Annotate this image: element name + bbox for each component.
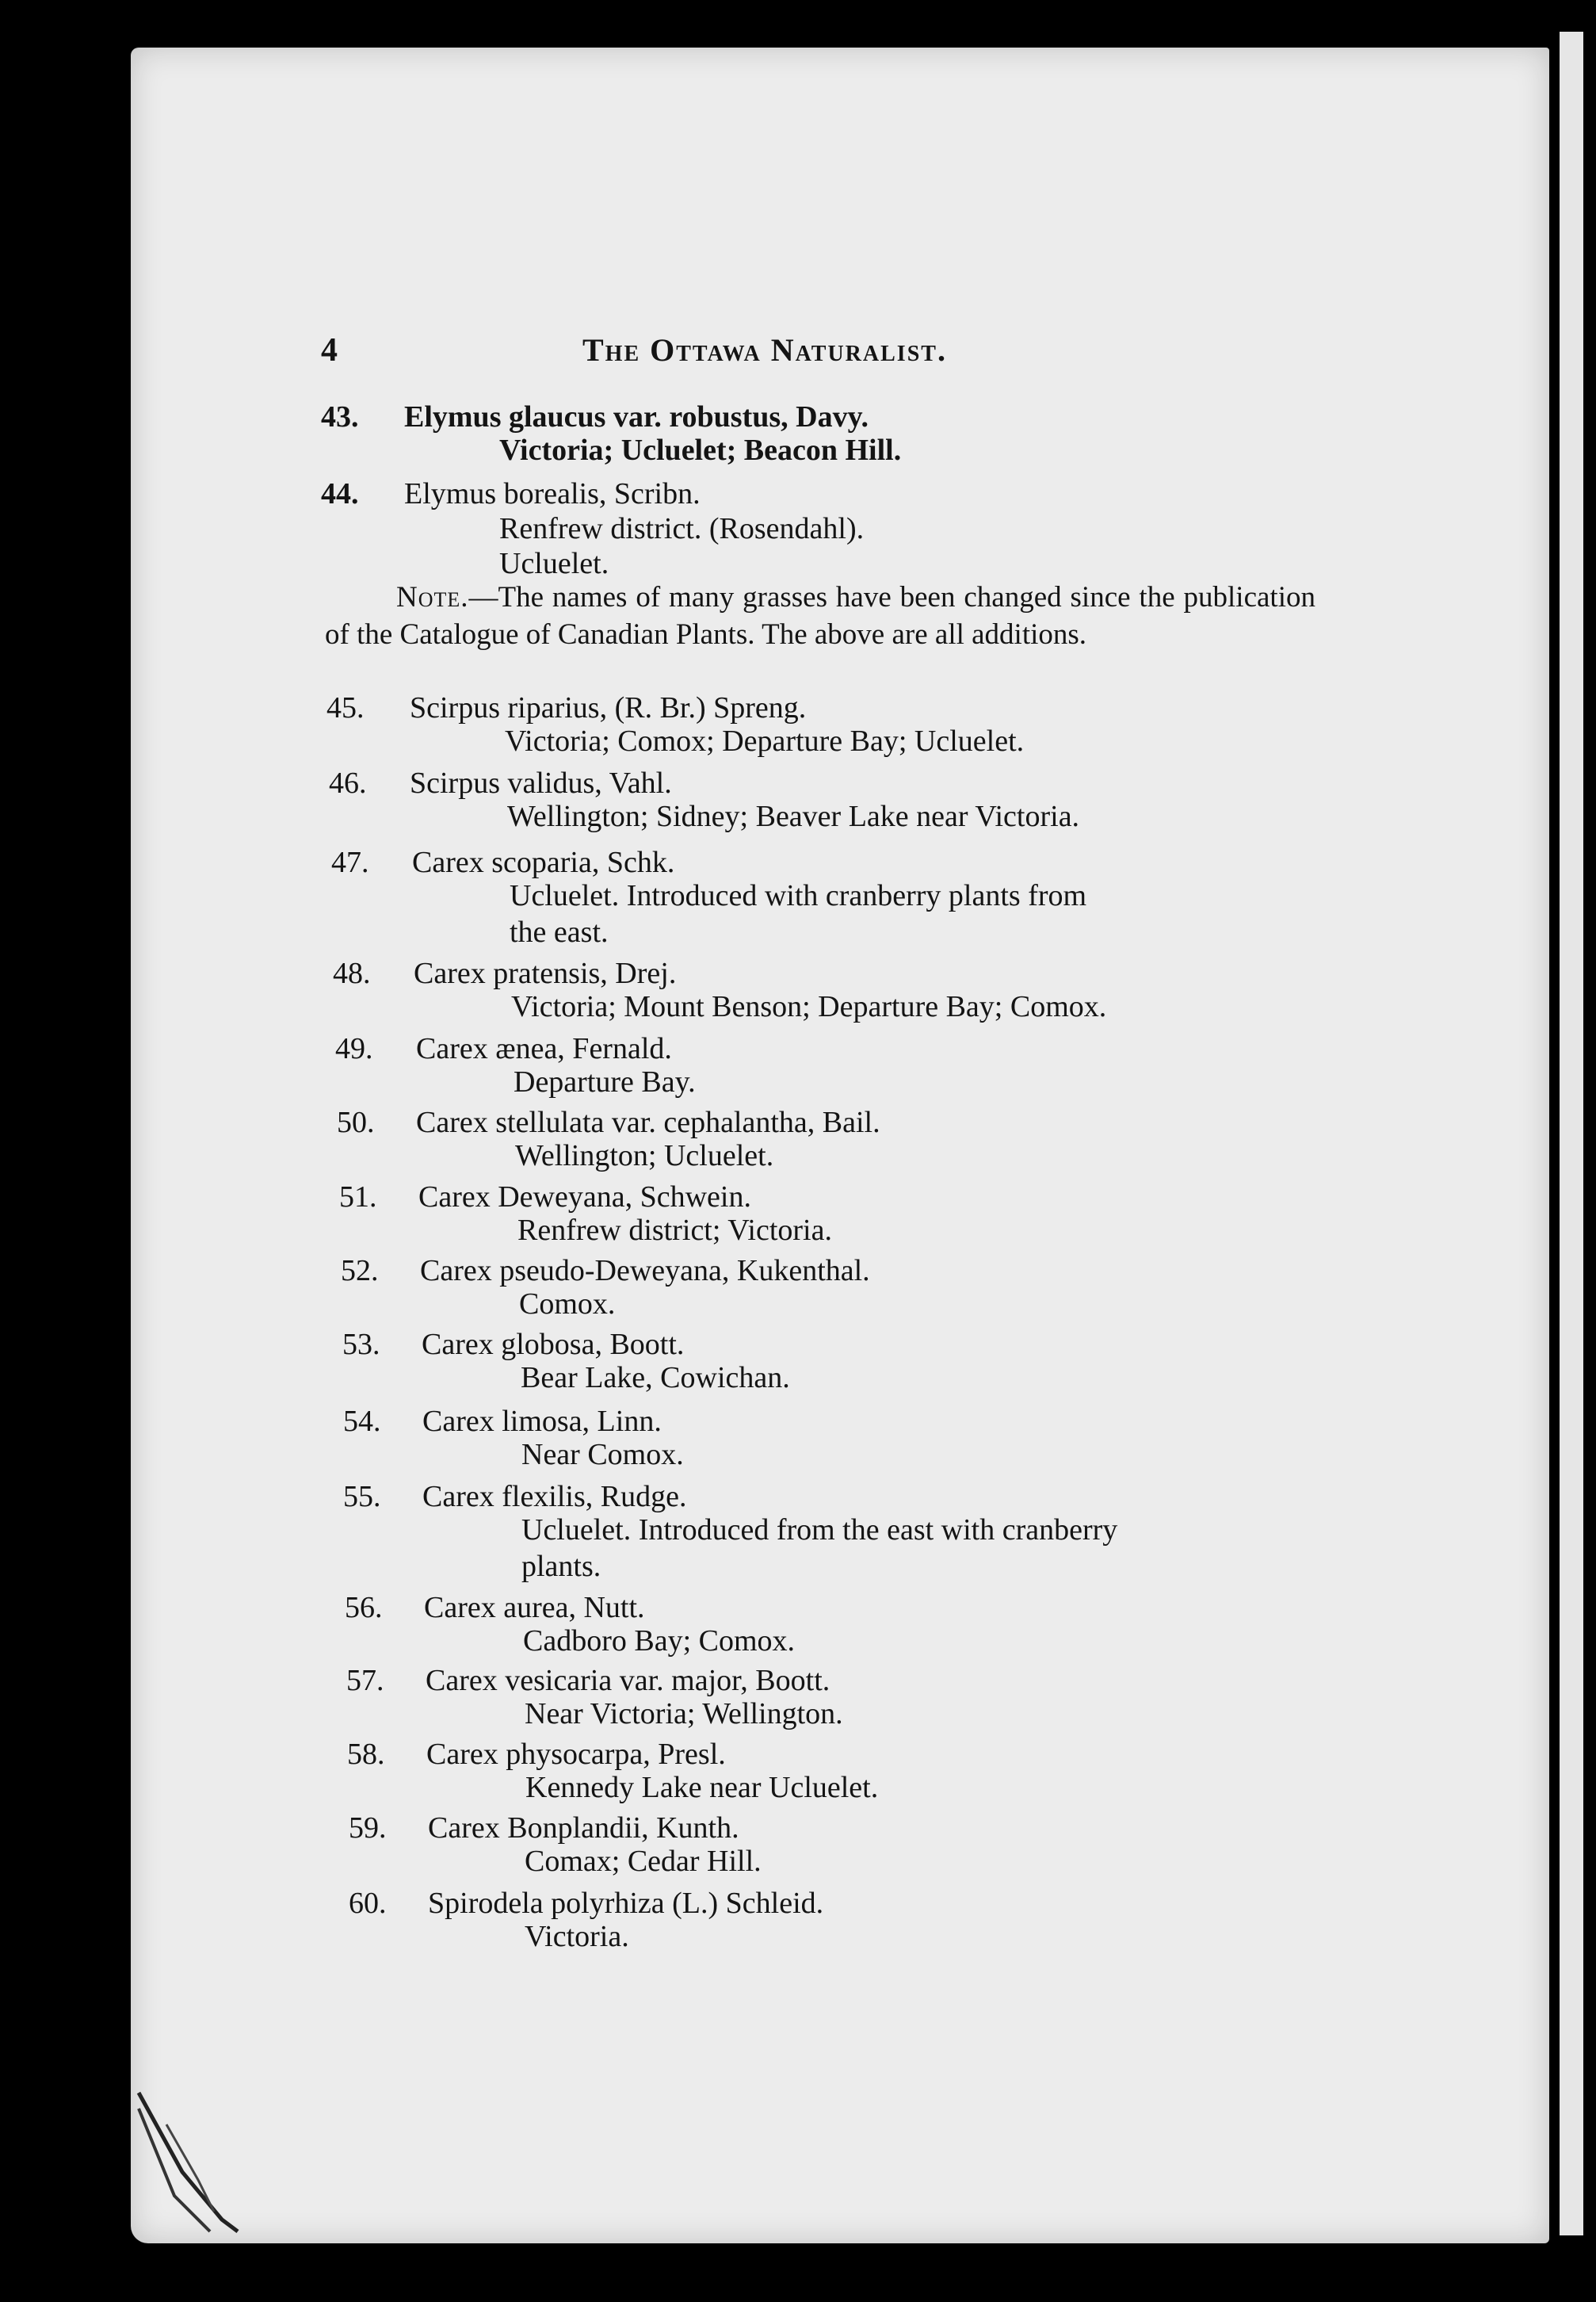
locality-line: Bear Lake, Cowichan. [521, 1361, 790, 1394]
locality-line: Wellington; Ucluelet. [515, 1139, 774, 1172]
entry-number: 56. [345, 1591, 383, 1624]
entry-number: 49. [335, 1032, 373, 1065]
note-text: —The names of many grasses have been changed since the publication of the Catalogue of Canadian Plants. The above are all additions. [325, 581, 1315, 651]
entry-number: 44. [321, 477, 359, 510]
entry-number: 55. [343, 1480, 381, 1513]
entry-number: 50. [337, 1106, 375, 1139]
facing-page-edge [1555, 32, 1583, 2235]
locality-line: Victoria. [525, 1920, 629, 1953]
locality-line: Victoria; Comox; Departure Bay; Ucluelet. [505, 725, 1025, 758]
locality-line: Departure Bay. [514, 1065, 696, 1099]
page-header [321, 331, 1113, 379]
locality-line: Victoria; Ucluelet; Beacon Hill. [499, 434, 902, 467]
locality-line: Ucluelet. Introduced with cranberry plants from [510, 879, 1087, 912]
species-name: Carex Deweyana, Schwein. [418, 1180, 751, 1214]
entry-number: 51. [339, 1180, 377, 1214]
entry-number: 52. [341, 1254, 379, 1287]
locality-line: Near Comox. [521, 1438, 684, 1471]
locality-line: Renfrew district. (Rosendahl). [499, 512, 865, 545]
locality-line: plants. [521, 1550, 601, 1583]
page-curl-mark [135, 2077, 246, 2235]
species-name: Elymus glaucus var. robustus, Davy. [404, 400, 869, 434]
species-name: Carex globosa, Boott. [422, 1328, 685, 1361]
locality-line: Kennedy Lake near Ucluelet. [525, 1771, 879, 1804]
locality-line: Near Victoria; Wellington. [525, 1697, 843, 1730]
entry-number: 43. [321, 400, 359, 434]
species-name: Carex aurea, Nutt. [424, 1591, 645, 1624]
page-number: 4 [321, 332, 338, 369]
species-name: Scirpus validus, Vahl. [410, 767, 672, 800]
locality-line: Cadboro Bay; Comox. [523, 1624, 796, 1658]
locality-line: the east. [510, 916, 609, 949]
locality-line: Victoria; Mount Benson; Departure Bay; Comox. [511, 990, 1107, 1023]
species-name: Carex pseudo-Deweyana, Kukenthal. [420, 1254, 870, 1287]
entry-number: 59. [349, 1811, 387, 1845]
locality-line: Comax; Cedar Hill. [525, 1845, 762, 1878]
note-label: Note. [396, 581, 469, 614]
species-name: Carex limosa, Linn. [422, 1405, 662, 1438]
species-name: Scirpus riparius, (R. Br.) Spreng. [410, 691, 807, 725]
entry-number: 46. [329, 767, 367, 800]
entry-number: 53. [342, 1328, 380, 1361]
species-name: Carex Bonplandii, Kunth. [428, 1811, 739, 1845]
species-name: Spirodela polyrhiza (L.) Schleid. [428, 1887, 824, 1920]
entry-number: 57. [346, 1664, 384, 1697]
locality-line: Ucluelet. Introduced from the east with cranberry [521, 1513, 1118, 1547]
species-name: Carex physocarpa, Presl. [426, 1738, 726, 1771]
locality-line: Comox. [519, 1287, 616, 1321]
species-name: Carex vesicaria var. major, Boott. [426, 1664, 830, 1697]
locality-line: Wellington; Sidney; Beaver Lake near Victoria. [507, 800, 1080, 833]
locality-line: Ucluelet. [499, 547, 609, 580]
locality-line: Renfrew district; Victoria. [517, 1214, 832, 1247]
note-paragraph [325, 579, 1315, 653]
species-name: Carex scoparia, Schk. [412, 846, 675, 879]
entry-number: 54. [343, 1405, 381, 1438]
entry-number: 47. [331, 846, 369, 879]
entry-number: 60. [349, 1887, 387, 1920]
entry-number: 48. [333, 957, 371, 990]
species-name: Carex pratensis, Drej. [414, 957, 677, 990]
species-name: Carex ænea, Fernald. [416, 1032, 672, 1065]
running-head: The Ottawa Naturalist. [582, 332, 947, 368]
species-name: Carex stellulata var. cephalantha, Bail. [416, 1106, 880, 1139]
species-name: Elymus borealis, Scribn. [404, 477, 701, 510]
entry-number: 58. [347, 1738, 385, 1771]
species-name: Carex flexilis, Rudge. [422, 1480, 687, 1513]
entry-number: 45. [326, 691, 365, 725]
